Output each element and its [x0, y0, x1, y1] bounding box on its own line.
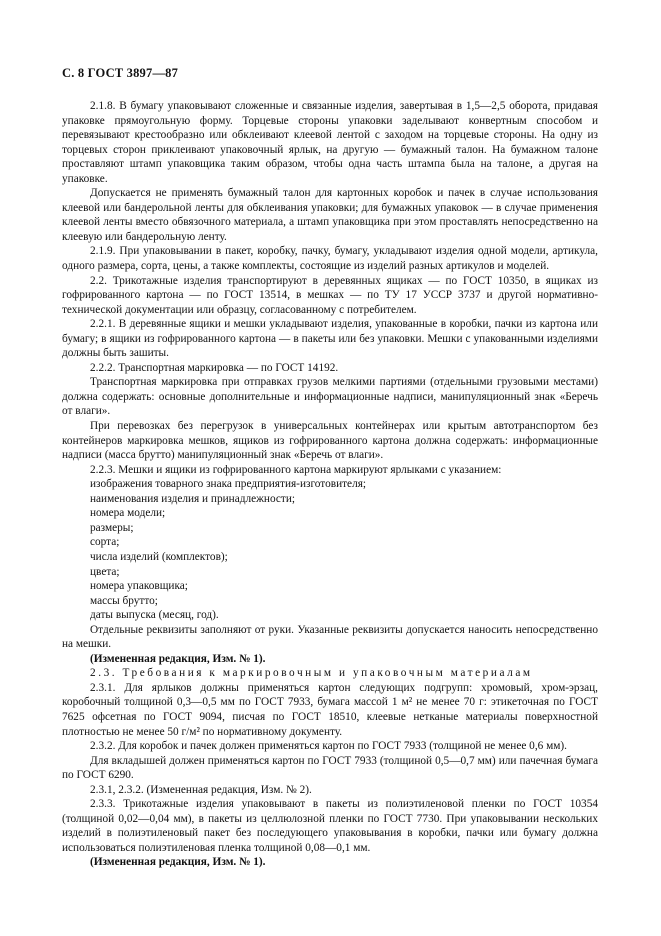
paragraph: 2.3.1, 2.3.2. (Измененная редакция, Изм. № 2). [90, 783, 312, 796]
list-item: цвета; [90, 565, 120, 578]
list-item: номера упаковщика; [90, 580, 188, 593]
paragraph: 2.1.9. При упаковывании в пакет, коробку, пачку, бумагу, укладывают изделия одной модели, артикула, одного размера, сорта, цены, а также комплекты, состоящие из изделий разных артикулов и моделей. [62, 245, 598, 273]
list-item: сорта; [90, 536, 120, 549]
list-item: даты выпуска (месяц, год). [90, 609, 219, 622]
list-item: изображения товарного знака предприятия-изготовителя; [90, 478, 367, 491]
page-header: С. 8 ГОСТ 3897—87 [62, 66, 179, 80]
paragraph: Отдельные реквизиты заполняют от руки. Указанные реквизиты допускается наносить непосредственно на мешки. [62, 623, 598, 651]
paragraph: При перевозках без перегрузок в универсальных контейнерах или крытым автотранспортом без контейнеров маркировка мешков, ящиков из гофрированного картона должна содержать: информационные надписи (масса брутто) манипуляционный знак «Беречь от влаги». [62, 420, 598, 462]
list-item: размеры; [90, 521, 134, 534]
paragraph: 2.1.8. В бумагу упаковывают сложенные и связанные изделия, завертывая в 1,5—2,5 оборота, придавая упаковке прямоугольную форму. Торцевые стороны упаковки заделывают конвертным способом и перевязывают крестообразно или обклеивают клеевой лентой с заходом на торцевые стороны. На одну из торцевых сторон приклеивают упаковочный ярлык, на другую — бумажный талон. На бумажном талоне проставляют штамп упаковщика таким образом, чтобы одна часть штампа была на талоне, а другая на упаковке. [62, 100, 598, 185]
list-item: массы брутто; [90, 594, 158, 607]
paragraph: 2.3.1. Для ярлыков должны применяться картон следующих подгрупп: хромовый, хром-эрзац, коробочный толщиной 0,3—0,5 мм по ГОСТ 7933, бумага массой 1 м² не менее 70 г: этикеточная по ГОСТ 7625 офсетная по ГОСТ 9094, писчая по ГОСТ 18510, клеевые нетканые материалы поверхностной плотностью не менее 50 г/м² по нормативному документу. [62, 681, 598, 738]
paragraph: 2.3.3. Трикотажные изделия упаковывают в пакеты из полиэтиленовой пленки по ГОСТ 10354 (толщиной 0,02—0,04 мм), в пакеты из целлюлозной пленки по ГОСТ 7730. При упаковывании нескольких изделий в полиэтиленовый пакет без последующего упаковывания в коробки, пачки или бумагу должна использоваться полиэтиленовая пленка толщиной 0,08—0,1 мм. [62, 798, 598, 854]
paragraph: 2.3.2. Для коробок и пачек должен применяться картон по ГОСТ 7933 (толщиной не менее 0,6 мм). [90, 740, 568, 753]
paragraph: Для вкладышей должен применяться картон по ГОСТ 7933 (толщиной 0,5—0,7 мм) или пачечная бумага по ГОСТ 6290. [62, 754, 598, 782]
list-item: числа изделий (комплектов); [90, 550, 228, 563]
paragraph: 2.2.1. В деревянные ящики и мешки укладывают изделия, упакованные в коробки, пачки из картона или бумагу; в ящики из гофрированного картона — в пакеты или без упаковки. Мешки с упакованными изделиями должны быть зашиты. [62, 318, 598, 360]
section-heading: 2.3. Требования к маркировочным и упаковочным материалам [90, 667, 533, 680]
paragraph: 2.2.3. Мешки и ящики из гофрированного картона маркируют ярлыками с указанием: [90, 463, 502, 476]
paragraph: Допускается не применять бумажный талон для картонных коробок и пачек в случае использования клеевой или бандерольной ленты для обклеивания упаковки; для бумажных упаковок — в случае применения клеевой ленты вместо обвязочного материала, а штамп упаковщика при этом проставлять непосредственно на клеевую или бандерольную ленту. [62, 187, 598, 243]
list-item: наименования изделия и принадлежности; [90, 492, 296, 505]
paragraph: 2.2.2. Транспортная маркировка — по ГОСТ 14192. [90, 361, 339, 374]
list-item: номера модели; [90, 507, 166, 520]
paragraph: Транспортная маркировка при отправках грузов мелкими партиями (отдельными грузовыми местами) должна содержать: основные дополнительные и информационные надписи, манипуляционный знак «Беречь от влаги». [62, 376, 598, 418]
amendment-note: (Измененная редакция, Изм. № 1). [90, 856, 266, 869]
document-body [62, 99, 598, 870]
paragraph: 2.2. Трикотажные изделия транспортируют в деревянных ящиках — по ГОСТ 10350, в ящиках из гофрированного картона — по ГОСТ 13514, в мешках — по ТУ 17 УССР 3737 и другой нормативно-технической документации или образцу, согласованному с потребителем. [62, 274, 598, 316]
amendment-note: (Измененная редакция, Изм. № 1). [90, 652, 266, 665]
